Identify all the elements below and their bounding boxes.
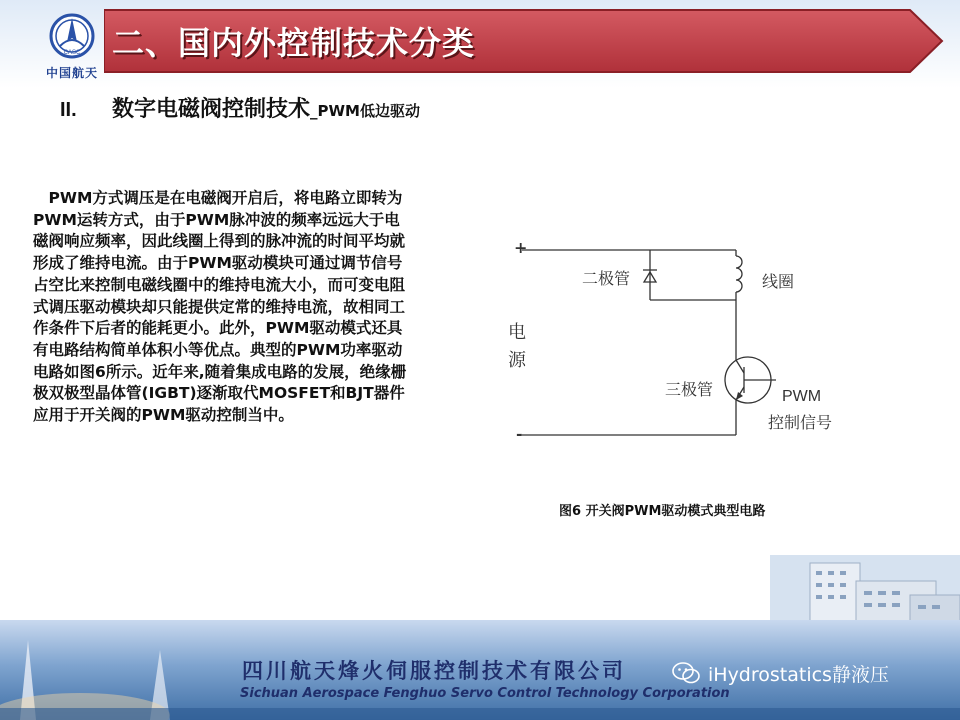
control-signal-label: 控制信号 — [768, 413, 833, 432]
watermark-text: iHydrostatics静液压 — [708, 664, 889, 686]
transistor-label: 三极管 — [665, 380, 714, 399]
body-paragraph: PWM方式调压是在电磁阀开启后，将电路立即转为PWM运转方式，由于PWM脉冲波的频率远远大于电磁阀响应频率，因此线圈上得到的脉冲流的时间平均就形成了维持电流。由于PWM驱动模块可通过调节信号占空比来控制电磁线圈中的维持电流大小，而可变电阻式调压驱动模块却只能提供定常的维持电流，故相同工作条件下后者的能耗更小。此外，PWM驱动模式还具有电路结构简单体积小等优点。典型的PWM功率驱动电路如图6所示。近年来,随着集成电路的发展，绝缘栅极双极型晶体管(IGBT)逐渐取代MOSFET和BJT器件应用于开关阀的PWM驱动控制当中。 — [33, 189, 407, 425]
figure-caption: 图6 开关阀PWM驱动模式典型电路 — [559, 504, 766, 519]
wechat-watermark — [672, 660, 889, 690]
section-title: 数字电磁阀控制技术 — [112, 97, 311, 122]
power-label-2: 源 — [508, 350, 526, 371]
company-name-en: Sichuan Aerospace Fenghuo Servo Control Technology Corporation — [240, 686, 730, 701]
company-name-cn: 四川航天烽火伺服控制技术有限公司 — [242, 659, 626, 683]
power-label-1: 电 — [508, 322, 526, 343]
plus-label: + — [514, 238, 528, 257]
diode-label: 二极管 — [582, 269, 631, 288]
section-number: II. — [60, 99, 77, 121]
wechat-icon — [672, 661, 700, 690]
casc-logo — [40, 12, 104, 86]
pwm-circuit-diagram — [500, 230, 860, 460]
page-title: 二、国内外控制技术分类 — [112, 24, 476, 62]
coil-symbol — [736, 256, 742, 292]
logo-text: 中国航天 — [45, 66, 98, 80]
title-banner — [104, 8, 946, 74]
logo-badge: CASC — [63, 50, 81, 56]
pwm-label: PWM — [782, 388, 822, 405]
section-suffix: _PWM低边驱动 — [310, 102, 420, 120]
coil-label: 线圈 — [762, 272, 795, 291]
minus-label: - — [516, 424, 523, 443]
section-heading — [60, 92, 420, 123]
